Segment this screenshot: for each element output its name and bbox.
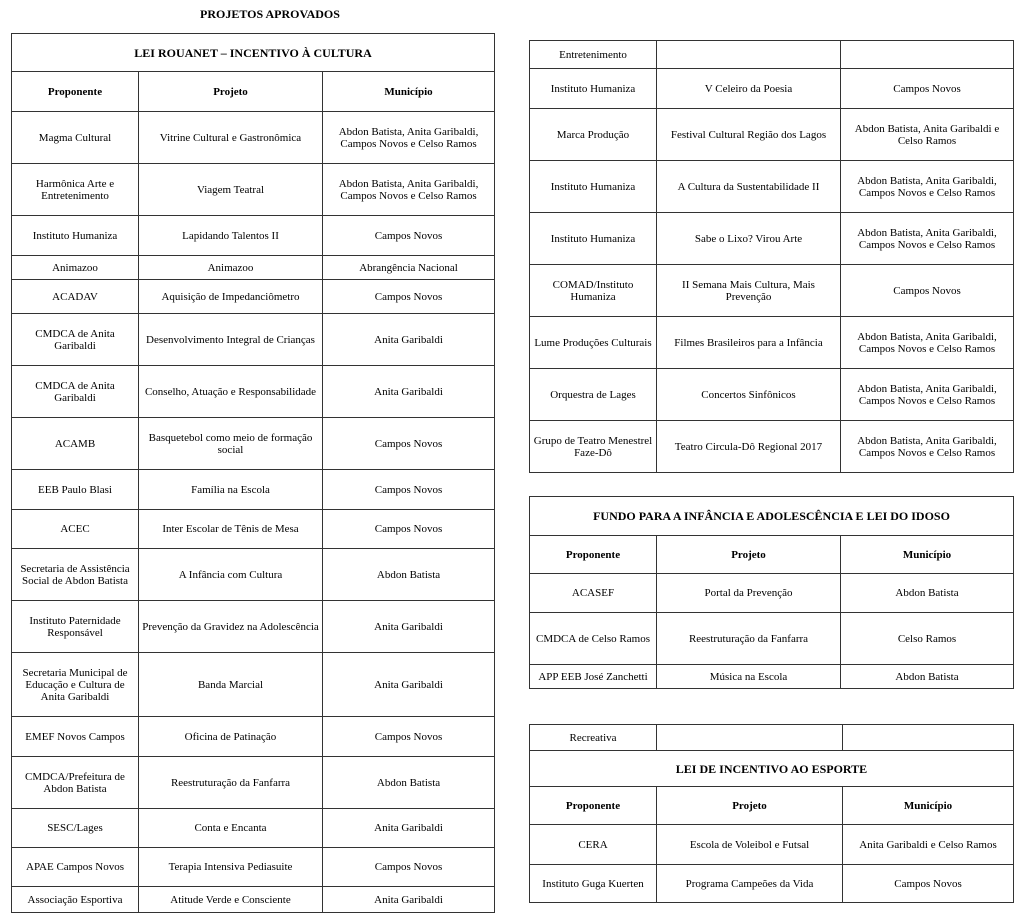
cell-municipio: Abdon Batista bbox=[323, 549, 495, 601]
cell-municipio: Abdon Batista bbox=[841, 574, 1014, 613]
cell-municipio: Anita Garibaldi bbox=[323, 366, 495, 418]
rouanet-table bbox=[11, 33, 495, 913]
cell-municipio: Abdon Batista bbox=[841, 665, 1014, 689]
cell-municipio: Celso Ramos bbox=[841, 613, 1014, 665]
table-row bbox=[530, 69, 1014, 109]
header-row bbox=[530, 787, 1014, 825]
cell-proponente: CMDCA/Prefeitura de Abdon Batista bbox=[12, 757, 139, 809]
cell-proponente: Orquestra de Lages bbox=[530, 369, 657, 421]
table-row bbox=[12, 314, 495, 366]
page-title: PROJETOS APROVADOS bbox=[200, 7, 340, 21]
cell-municipio: Abdon Batista, Anita Garibaldi, Campos Novos e Celso Ramos bbox=[323, 164, 495, 216]
cell-municipio: Abdon Batista, Anita Garibaldi, Campos Novos e Celso Ramos bbox=[841, 161, 1014, 213]
cell-projeto: Lapidando Talentos II bbox=[139, 216, 323, 256]
table-row bbox=[530, 725, 1014, 751]
cell-proponente: Instituto Paternidade Responsável bbox=[12, 601, 139, 653]
table-row bbox=[12, 510, 495, 549]
table-row bbox=[530, 665, 1014, 689]
cell-proponente: Instituto Humaniza bbox=[530, 69, 657, 109]
cell-proponente: ACADAV bbox=[12, 280, 139, 314]
cell-projeto: II Semana Mais Cultura, Mais Prevenção bbox=[657, 265, 841, 317]
cell-municipio: Campos Novos bbox=[323, 848, 495, 887]
cell-proponente: Instituto Guga Kuerten bbox=[530, 865, 657, 903]
cell-municipio: Campos Novos bbox=[323, 216, 495, 256]
cell-proponente: Instituto Humaniza bbox=[12, 216, 139, 256]
table-row bbox=[530, 109, 1014, 161]
column-header: Projeto bbox=[139, 72, 323, 112]
cell-projeto: Sabe o Lixo? Virou Arte bbox=[657, 213, 841, 265]
cell-projeto: Oficina de Patinação bbox=[139, 717, 323, 757]
table-row bbox=[12, 256, 495, 280]
column-header: Proponente bbox=[12, 72, 139, 112]
fia-table bbox=[529, 496, 1014, 689]
cell-projeto: Conselho, Atuação e Responsabilidade bbox=[139, 366, 323, 418]
table-row bbox=[530, 421, 1014, 473]
cell-projeto: Vitrine Cultural e Gastronômica bbox=[139, 112, 323, 164]
esporte-table bbox=[529, 724, 1014, 903]
cell-proponente: EMEF Novos Campos bbox=[12, 717, 139, 757]
cell-proponente: CERA bbox=[530, 825, 657, 865]
column-header: Proponente bbox=[530, 536, 657, 574]
cell-municipio: Abdon Batista, Anita Garibaldi, Campos Novos e Celso Ramos bbox=[841, 213, 1014, 265]
cell-proponente: Animazoo bbox=[12, 256, 139, 280]
header-row bbox=[12, 72, 495, 112]
column-header: Projeto bbox=[657, 536, 841, 574]
cell-proponente: Instituto Humaniza bbox=[530, 161, 657, 213]
column-header: Proponente bbox=[530, 787, 657, 825]
cell-municipio: Anita Garibaldi bbox=[323, 601, 495, 653]
table-row bbox=[530, 574, 1014, 613]
cell-proponente: APP EEB José Zanchetti bbox=[530, 665, 657, 689]
table-row bbox=[12, 848, 495, 887]
table-row bbox=[12, 809, 495, 848]
cell-proponente: CMDCA de Celso Ramos bbox=[530, 613, 657, 665]
table-row bbox=[12, 216, 495, 256]
cell-proponente: COMAD/Instituto Humaniza bbox=[530, 265, 657, 317]
cell-municipio: Campos Novos bbox=[323, 280, 495, 314]
cell-projeto: Conta e Encanta bbox=[139, 809, 323, 848]
table-row bbox=[530, 369, 1014, 421]
cell-proponente: EEB Paulo Blasi bbox=[12, 470, 139, 510]
cell-projeto: Atitude Verde e Consciente bbox=[139, 887, 323, 913]
cell-proponente: ACEC bbox=[12, 510, 139, 549]
cell-proponente: CMDCA de Anita Garibaldi bbox=[12, 314, 139, 366]
cell-proponente: Harmônica Arte e Entretenimento bbox=[12, 164, 139, 216]
cell-projeto: Animazoo bbox=[139, 256, 323, 280]
cell-projeto: Reestruturação da Fanfarra bbox=[139, 757, 323, 809]
table-row bbox=[12, 601, 495, 653]
table-row bbox=[12, 366, 495, 418]
cell-projeto: Banda Marcial bbox=[139, 653, 323, 717]
cell-projeto: Música na Escola bbox=[657, 665, 841, 689]
table-row bbox=[530, 865, 1014, 903]
table-row bbox=[12, 717, 495, 757]
table-row bbox=[530, 213, 1014, 265]
cell-municipio: Campos Novos bbox=[841, 265, 1014, 317]
cell-projeto: Inter Escolar de Tênis de Mesa bbox=[139, 510, 323, 549]
cell-projeto bbox=[657, 725, 843, 751]
cell-municipio bbox=[843, 725, 1014, 751]
cell-municipio: Abdon Batista, Anita Garibaldi, Campos Novos e Celso Ramos bbox=[841, 317, 1014, 369]
cell-municipio: Campos Novos bbox=[323, 418, 495, 470]
table-row bbox=[12, 757, 495, 809]
cell-municipio: Abdon Batista bbox=[323, 757, 495, 809]
cell-municipio: Campos Novos bbox=[843, 865, 1014, 903]
cell-proponente: Associação Esportiva bbox=[12, 887, 139, 913]
cell-proponente: ACAMB bbox=[12, 418, 139, 470]
cell-proponente: APAE Campos Novos bbox=[12, 848, 139, 887]
table-row bbox=[12, 887, 495, 913]
header-row bbox=[530, 536, 1014, 574]
table-row bbox=[530, 41, 1014, 69]
cell-municipio: Abrangência Nacional bbox=[323, 256, 495, 280]
table-row bbox=[12, 164, 495, 216]
cell-proponente: Grupo de Teatro Menestrel Faze-Dô bbox=[530, 421, 657, 473]
cell-proponente: ACASEF bbox=[530, 574, 657, 613]
cell-projeto: A Cultura da Sustentabilidade II bbox=[657, 161, 841, 213]
cell-proponente: Instituto Humaniza bbox=[530, 213, 657, 265]
cell-municipio: Anita Garibaldi bbox=[323, 314, 495, 366]
cell-proponente: Entretenimento bbox=[530, 41, 657, 69]
cell-municipio: Abdon Batista, Anita Garibaldi, Campos Novos e Celso Ramos bbox=[323, 112, 495, 164]
cell-municipio: Anita Garibaldi bbox=[323, 653, 495, 717]
cell-projeto: Terapia Intensiva Pediasuite bbox=[139, 848, 323, 887]
cell-municipio: Anita Garibaldi bbox=[323, 809, 495, 848]
column-header: Município bbox=[843, 787, 1014, 825]
column-header: Projeto bbox=[657, 787, 843, 825]
table-title: LEI DE INCENTIVO AO ESPORTE bbox=[530, 751, 1014, 787]
cell-projeto: Reestruturação da Fanfarra bbox=[657, 613, 841, 665]
cell-proponente: CMDCA de Anita Garibaldi bbox=[12, 366, 139, 418]
table-row bbox=[12, 280, 495, 314]
cell-projeto: A Infância com Cultura bbox=[139, 549, 323, 601]
cell-municipio: Campos Novos bbox=[323, 717, 495, 757]
cell-projeto: Basquetebol como meio de formação social bbox=[139, 418, 323, 470]
cell-projeto: Teatro Circula-Dô Regional 2017 bbox=[657, 421, 841, 473]
table-row bbox=[12, 653, 495, 717]
cell-proponente: SESC/Lages bbox=[12, 809, 139, 848]
cell-projeto: Viagem Teatral bbox=[139, 164, 323, 216]
cell-projeto: Família na Escola bbox=[139, 470, 323, 510]
cell-municipio: Abdon Batista, Anita Garibaldi, Campos Novos e Celso Ramos bbox=[841, 421, 1014, 473]
table-row bbox=[12, 549, 495, 601]
cell-municipio: Anita Garibaldi e Celso Ramos bbox=[843, 825, 1014, 865]
cell-projeto: Prevenção da Gravidez na Adolescência bbox=[139, 601, 323, 653]
column-header: Município bbox=[323, 72, 495, 112]
cell-proponente: Recreativa bbox=[530, 725, 657, 751]
cell-projeto: Programa Campeões da Vida bbox=[657, 865, 843, 903]
table-row bbox=[530, 161, 1014, 213]
cell-municipio: Anita Garibaldi bbox=[323, 887, 495, 913]
table-row bbox=[12, 470, 495, 510]
cell-proponente: Secretaria Municipal de Educação e Cultura de Anita Garibaldi bbox=[12, 653, 139, 717]
table-row bbox=[530, 265, 1014, 317]
table-title: LEI ROUANET – INCENTIVO À CULTURA bbox=[12, 34, 495, 72]
cell-projeto: Desenvolvimento Integral de Crianças bbox=[139, 314, 323, 366]
cell-municipio: Abdon Batista, Anita Garibaldi e Celso Ramos bbox=[841, 109, 1014, 161]
table-row bbox=[530, 613, 1014, 665]
cell-proponente: Marca Produção bbox=[530, 109, 657, 161]
cell-projeto: Escola de Voleibol e Futsal bbox=[657, 825, 843, 865]
rouanet-continued-table bbox=[529, 40, 1014, 473]
cell-municipio: Campos Novos bbox=[323, 470, 495, 510]
cell-proponente: Lume Produções Culturais bbox=[530, 317, 657, 369]
cell-municipio: Campos Novos bbox=[323, 510, 495, 549]
table-row bbox=[12, 418, 495, 470]
cell-projeto bbox=[657, 41, 841, 69]
cell-projeto: Portal da Prevenção bbox=[657, 574, 841, 613]
cell-proponente: Magma Cultural bbox=[12, 112, 139, 164]
cell-projeto: Festival Cultural Região dos Lagos bbox=[657, 109, 841, 161]
table-title: FUNDO PARA A INFÂNCIA E ADOLESCÊNCIA E LEI DO IDOSO bbox=[530, 497, 1014, 536]
table-row bbox=[12, 112, 495, 164]
cell-projeto: Concertos Sinfônicos bbox=[657, 369, 841, 421]
cell-projeto: V Celeiro da Poesia bbox=[657, 69, 841, 109]
cell-municipio: Abdon Batista, Anita Garibaldi, Campos Novos e Celso Ramos bbox=[841, 369, 1014, 421]
table-row bbox=[530, 825, 1014, 865]
cell-municipio bbox=[841, 41, 1014, 69]
table-row bbox=[530, 317, 1014, 369]
column-header: Município bbox=[841, 536, 1014, 574]
cell-projeto: Aquisição de Impedanciômetro bbox=[139, 280, 323, 314]
cell-proponente: Secretaria de Assistência Social de Abdon Batista bbox=[12, 549, 139, 601]
cell-projeto: Filmes Brasileiros para a Infância bbox=[657, 317, 841, 369]
cell-municipio: Campos Novos bbox=[841, 69, 1014, 109]
